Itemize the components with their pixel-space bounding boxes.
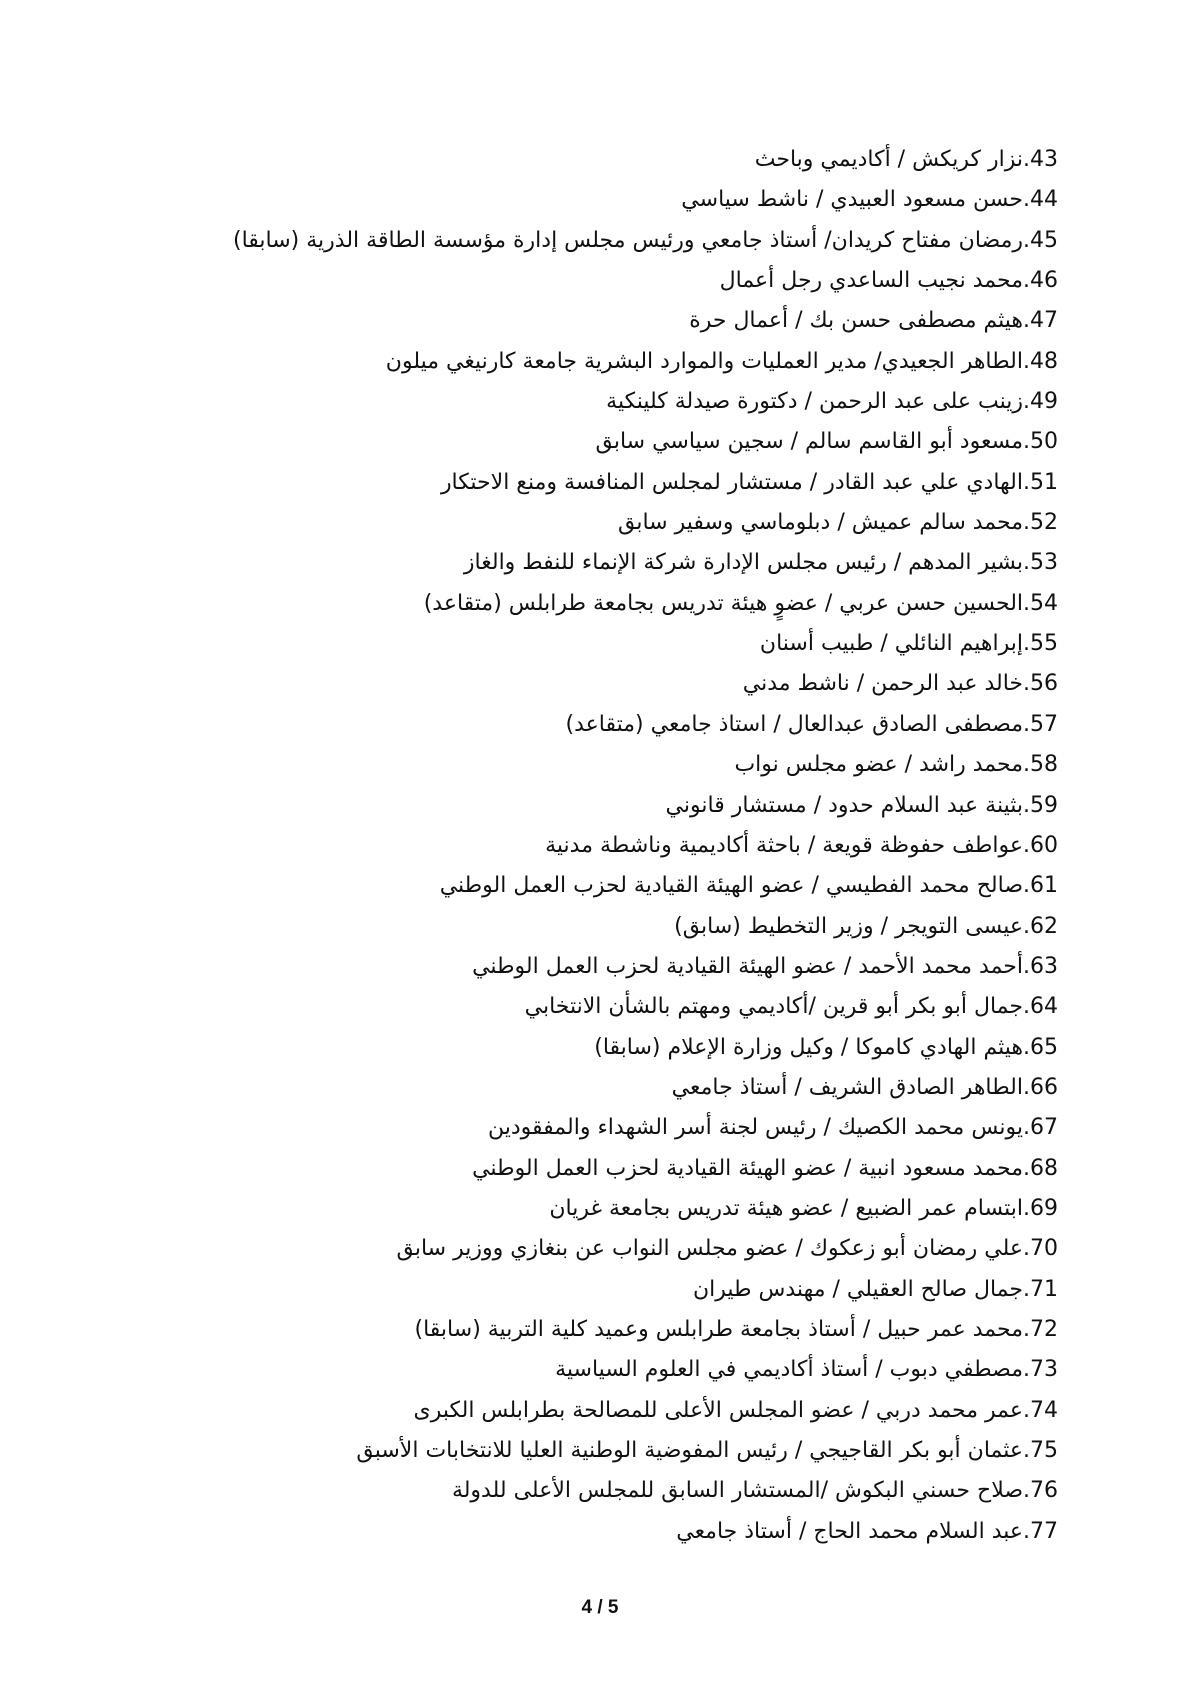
list-item: 55.إبراهيم النائلي / طبيب أسنان bbox=[759, 631, 1058, 657]
list-item: 76.صلاح حسني البكوش /المستشار السابق للمجلس الأعلى للدولة bbox=[451, 1478, 1058, 1504]
signatories-list bbox=[60, 140, 1058, 1552]
list-item: 71.جمال صالح العقيلي / مهندس طيران bbox=[692, 1276, 1058, 1302]
list-item: 60.عواطف حفوظة قويعة / باحثة أكاديمية وناشطة مدنية bbox=[545, 832, 1058, 858]
list-item: 73.مصطفي دبوب / أستاذ أكاديمي في العلوم السياسية bbox=[555, 1357, 1058, 1383]
list-item: 50.مسعود أبو القاسم سالم / سجين سياسي سابق bbox=[595, 429, 1058, 455]
list-item: 59.بثينة عبد السلام حدود / مستشار قانوني bbox=[665, 792, 1058, 818]
list-item: 54.الحسين حسن عربي / عضوٍ هيئة تدريس بجامعة طرابلس (متقاعد) bbox=[423, 590, 1058, 616]
list-item: 43.نزار كريكش / أكاديمي وباحث bbox=[754, 147, 1058, 172]
list-item: 66.الطاهر الصادق الشريف / أستاذ جامعي bbox=[671, 1074, 1058, 1100]
list-item: 44.حسن مسعود العبيدي / ناشط سياسي bbox=[681, 187, 1058, 213]
list-item: 49.زينب على عبد الرحمن / دكتورة صيدلة كلينكية bbox=[606, 389, 1058, 415]
list-item: 75.عثمان أبو بكر القاجيجي / رئيس المفوضية الوطنية العليا للانتخابات الأسبق bbox=[356, 1438, 1058, 1463]
list-item: 47.هيثم مصطفى حسن بك / أعمال حرة bbox=[689, 308, 1058, 334]
list-item: 70.علي رمضان أبو زعكوك / عضو مجلس النواب عن بنغازي ووزير سابق bbox=[396, 1236, 1058, 1262]
list-item: 63.أحمد محمد الأحمد / عضو الهيئة القيادية لحزب العمل الوطني bbox=[472, 953, 1058, 979]
list-item: 74.عمر محمد دربي / عضو المجلس الأعلى للمصالحة بطرابلس الكبرى bbox=[413, 1397, 1058, 1423]
list-item: 69.ابتسام عمر الضبيع / عضو هيئة تدريس بجامعة غريان bbox=[549, 1195, 1058, 1221]
list-item: 53.بشير المدهم / رئيس مجلس الإدارة شركة الإنماء للنفط والغاز bbox=[463, 550, 1058, 576]
list-item: 72.محمد عمر حبيل / أستاذ بجامعة طرابلس وعميد كلية التربية (سابقا) bbox=[414, 1316, 1058, 1342]
list-item: 65.هيثم الهادي كاموكا / وكيل وزارة الإعلام (سابقا) bbox=[594, 1034, 1058, 1060]
list-item: 77.عبد السلام محمد الحاج / أستاذ جامعي bbox=[676, 1518, 1058, 1544]
list-item: 58.محمد راشد / عضو مجلس نواب bbox=[734, 752, 1058, 778]
list-item: 64.جمال أبو بكر أبو قرين /أكاديمي ومهتم بالشأن الانتخابي bbox=[524, 994, 1058, 1020]
list-item: 52.محمد سالم عميش / دبلوماسي وسفير سابق bbox=[617, 510, 1058, 536]
page-number: 4 / 5 bbox=[581, 1597, 619, 1618]
list-item: 48.الطاهر الجعيدي/ مدير العمليات والموارد البشرية جامعة كارنيغي ميلون bbox=[385, 348, 1058, 374]
list-item: 68.محمد مسعود انبية / عضو الهيئة القيادية لحزب العمل الوطني bbox=[472, 1155, 1058, 1181]
list-item: 46.محمد نجيب الساعدي رجل أعمال bbox=[719, 268, 1058, 294]
list-item: 61.صالح محمد الفطيسي / عضو الهيئة القيادية لحزب العمل الوطني bbox=[439, 873, 1058, 899]
list-item: 57.مصطفى الصادق عبدالعال / استاذ جامعي (متقاعد) bbox=[565, 711, 1058, 737]
list-item: 67.يونس محمد الكصيك / رئيس لجنة أسر الشهداء والمفقودين bbox=[488, 1115, 1058, 1141]
list-item: 62.عيسى التويجر / وزير التخطيط (سابق) bbox=[674, 913, 1058, 939]
list-item: 56.خالد عبد الرحمن / ناشط مدني bbox=[742, 671, 1058, 697]
list-item: 51.الهادي علي عبد القادر / مستشار لمجلس المنافسة ومنع الاحتكار bbox=[440, 469, 1058, 495]
list-item: 45.رمضان مفتاح كريدان/ أستاذ جامعي ورئيس مجلس إدارة مؤسسة الطاقة الذرية (سابقا) bbox=[233, 227, 1058, 253]
